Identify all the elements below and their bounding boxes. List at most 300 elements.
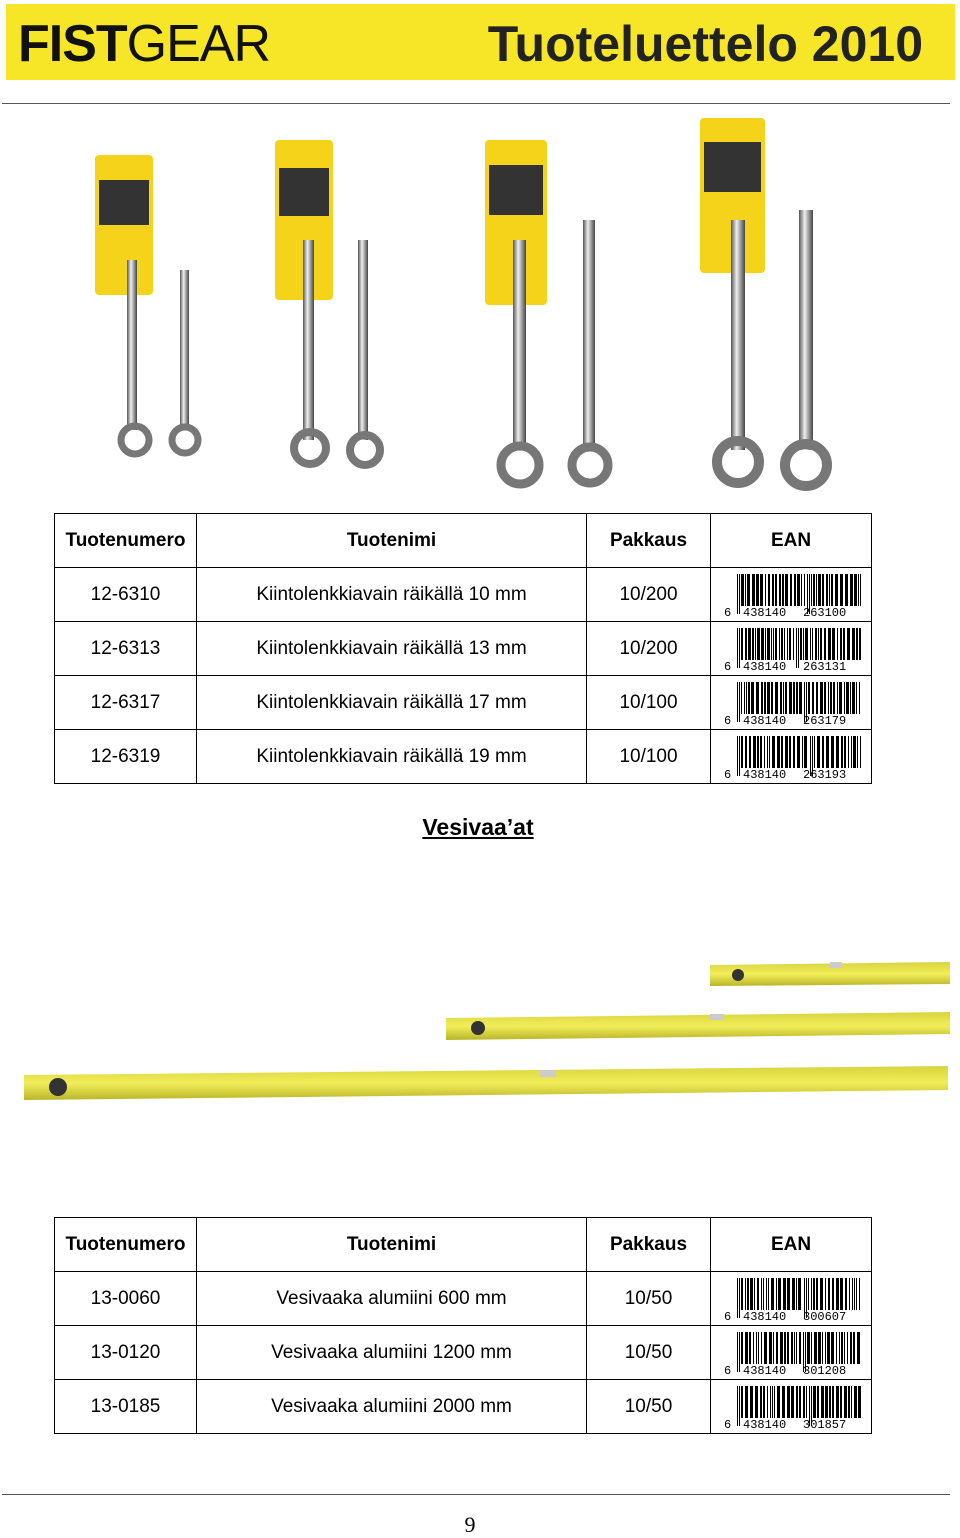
barcode-bar xyxy=(835,574,838,606)
barcode-bar xyxy=(818,628,819,660)
barcode-bar xyxy=(764,736,765,768)
barcode-bar xyxy=(812,682,814,714)
barcode-bar xyxy=(859,628,861,660)
barcode-bar xyxy=(793,682,795,714)
barcode-bar xyxy=(777,736,780,768)
ean-digits: 438140 xyxy=(743,1363,787,1376)
barcode-bar xyxy=(856,628,858,660)
barcode-bar xyxy=(813,1278,815,1310)
ean-digits: 263193 xyxy=(803,767,847,780)
barcode-bar xyxy=(845,1278,847,1310)
ean-barcode xyxy=(711,1326,872,1380)
barcode-bar xyxy=(773,628,774,660)
bottom-divider xyxy=(2,1494,950,1495)
col-header-ean: EAN xyxy=(711,1218,872,1272)
barcode-bar xyxy=(804,574,805,606)
barcode-bar xyxy=(841,736,843,768)
barcode-bar xyxy=(739,628,740,668)
barcode-bar xyxy=(857,1332,860,1364)
barcode-bar xyxy=(796,1332,797,1364)
barcode-bar xyxy=(839,682,842,714)
barcode-bar xyxy=(836,1386,839,1418)
barcode-bar xyxy=(814,1332,817,1364)
product-name: Vesivaaka alumiini 600 mm xyxy=(197,1272,587,1326)
barcode-bar xyxy=(860,574,861,606)
ean-barcode xyxy=(711,622,872,676)
barcode-bar xyxy=(850,574,853,606)
barcode-bar xyxy=(767,1386,768,1418)
barcode-bar xyxy=(787,628,788,660)
barcode-bar xyxy=(825,1386,828,1418)
table-row xyxy=(55,676,872,730)
ean-digits: 438140 xyxy=(743,1309,787,1322)
barcode-bar xyxy=(782,574,784,606)
barcode-bar xyxy=(773,1332,774,1364)
barcode-bar xyxy=(810,628,811,660)
product-code: 13-0060 xyxy=(55,1272,197,1326)
barcode-bar xyxy=(800,628,802,660)
barcode-bar xyxy=(791,1386,794,1418)
level-product-table xyxy=(54,1217,872,1434)
barcode-bar xyxy=(737,628,738,668)
barcode-bar xyxy=(794,1332,795,1364)
ean-barcode xyxy=(711,676,872,730)
package-size: 10/100 xyxy=(587,730,711,784)
barcode-bar xyxy=(837,682,838,714)
barcode-bar xyxy=(741,1332,743,1364)
barcode-bar xyxy=(841,1332,843,1364)
barcode-bar xyxy=(854,1278,855,1310)
col-header-ean: EAN xyxy=(711,514,872,568)
barcode-bar xyxy=(789,628,791,660)
top-divider xyxy=(2,103,950,104)
barcode-bar xyxy=(789,736,791,768)
barcode-bar xyxy=(756,682,759,714)
barcode-bar xyxy=(828,682,829,714)
barcode-bar xyxy=(814,736,815,768)
barcode-bar xyxy=(767,682,770,714)
barcode-bar xyxy=(781,628,783,660)
barcode-bar xyxy=(836,1278,839,1310)
barcode-bar xyxy=(745,1386,748,1418)
barcode-bar xyxy=(793,628,794,660)
barcode-bar xyxy=(817,1386,819,1418)
barcode-bar xyxy=(822,574,824,606)
barcode-bar xyxy=(771,682,773,714)
barcode-bar xyxy=(770,1386,771,1418)
barcode-bar xyxy=(850,682,851,714)
barcode-bar xyxy=(783,682,784,714)
section-title: Vesivaa’at xyxy=(422,814,534,840)
barcode-bar xyxy=(767,736,768,768)
barcode-bar xyxy=(848,1386,850,1418)
col-header-pack: Pakkaus xyxy=(587,514,711,568)
barcode-bar xyxy=(820,628,822,660)
product-code: 12-6310 xyxy=(55,568,197,622)
barcode-bar xyxy=(785,682,787,714)
barcode-bar xyxy=(769,736,770,768)
barcode-bar xyxy=(848,736,849,768)
barcode-bar xyxy=(765,574,766,606)
package-size: 10/50 xyxy=(587,1380,711,1434)
barcode-bar xyxy=(822,1332,823,1364)
barcode-bar xyxy=(847,1332,848,1364)
barcode-bar xyxy=(859,682,860,714)
product-code: 13-0120 xyxy=(55,1326,197,1380)
barcode-bar xyxy=(741,682,742,714)
ean-digits: 263179 xyxy=(803,713,847,726)
barcode-bar xyxy=(780,1332,783,1364)
barcode-bar xyxy=(858,574,859,606)
ean-digits: 438140 xyxy=(743,659,787,672)
barcode-bar xyxy=(798,628,799,668)
barcode-bar xyxy=(821,1386,824,1418)
barcode-bar xyxy=(849,1278,850,1310)
barcode-bar xyxy=(745,628,747,660)
barcode-bar xyxy=(859,1278,860,1310)
barcode-bar xyxy=(737,736,738,776)
barcode-bar xyxy=(844,736,846,768)
product-name: Kiintolenkkiavain räikällä 17 mm xyxy=(197,676,587,730)
barcode-bar xyxy=(767,628,770,660)
barcode-bar xyxy=(826,574,828,606)
barcode-bar xyxy=(787,1278,790,1310)
brand-logo: FISTGEAR xyxy=(18,15,271,73)
barcode-bar xyxy=(777,1386,780,1418)
barcode-bar xyxy=(796,682,798,714)
ean-digits: 263131 xyxy=(803,659,847,672)
barcode-bar xyxy=(745,1332,748,1364)
barcode-bar xyxy=(843,628,845,660)
barcode-bar xyxy=(761,1278,762,1310)
barcode-bar xyxy=(827,1332,830,1364)
barcode-bar xyxy=(753,736,756,768)
barcode-bar xyxy=(737,1386,738,1426)
barcode-bar xyxy=(832,1278,834,1310)
barcode-bar xyxy=(745,736,747,768)
barcode-bar xyxy=(756,1332,757,1364)
barcode-bar xyxy=(775,682,778,714)
barcode-bar xyxy=(817,736,820,768)
product-name: Kiintolenkkiavain räikällä 10 mm xyxy=(197,568,587,622)
barcode-bar xyxy=(776,1332,778,1364)
barcode-bar xyxy=(741,736,743,768)
barcode-bar xyxy=(845,574,848,606)
barcode-bar xyxy=(784,628,785,660)
barcode-bar xyxy=(799,1332,801,1364)
barcode-bar xyxy=(760,574,763,606)
barcode-bar xyxy=(769,1332,772,1364)
table-header-row xyxy=(55,514,872,568)
barcode-bar xyxy=(831,574,833,606)
barcode-bar xyxy=(811,1332,812,1364)
barcode-bar xyxy=(785,574,788,606)
ean-digits: 6 xyxy=(724,713,732,726)
ean-digits: 263100 xyxy=(803,605,847,618)
barcode-bar xyxy=(825,1278,826,1310)
barcode-bar xyxy=(839,1332,840,1364)
catalog-title: Tuoteluettelo 2010 xyxy=(487,16,923,72)
ean-digits: 6 xyxy=(724,659,732,672)
barcode-bar xyxy=(797,736,800,768)
barcode-bar xyxy=(853,736,856,768)
barcode-bar xyxy=(752,628,754,660)
barcode-bar xyxy=(816,1278,818,1310)
barcode-bar xyxy=(741,628,743,660)
ean-barcode xyxy=(711,1272,872,1326)
product-name: Vesivaaka alumiini 1200 mm xyxy=(197,1326,587,1380)
barcode-bar xyxy=(772,574,774,606)
barcode-bar xyxy=(781,736,783,768)
barcode-bar xyxy=(779,574,781,606)
barcode-bar xyxy=(757,736,759,768)
barcode-bar xyxy=(772,736,775,768)
barcode-bar xyxy=(761,1332,762,1364)
package-size: 10/100 xyxy=(587,676,711,730)
barcode-bar xyxy=(747,574,750,606)
barcode-bar xyxy=(763,1386,765,1418)
barcode-bar xyxy=(739,736,740,776)
barcode-bar xyxy=(739,574,740,614)
barcode-bar xyxy=(840,574,843,606)
barcode-bar xyxy=(796,1278,797,1310)
barcode-bar xyxy=(746,682,747,714)
barcode-bar xyxy=(739,682,740,722)
ean-barcode xyxy=(711,1380,872,1434)
barcode-bar xyxy=(825,1332,826,1364)
barcode-bar xyxy=(831,1332,834,1364)
barcode-bar xyxy=(836,1332,837,1364)
barcode-bar xyxy=(801,574,802,606)
product-name: Kiintolenkkiavain räikällä 13 mm xyxy=(197,622,587,676)
barcode-bar xyxy=(806,1386,807,1418)
barcode-bar xyxy=(847,628,850,660)
barcode-bar xyxy=(851,736,852,768)
barcode-bar xyxy=(741,1386,743,1418)
barcode-bar xyxy=(775,628,777,660)
barcode-bar xyxy=(737,574,738,614)
ean-digits: 6 xyxy=(724,1309,732,1322)
barcode-bar xyxy=(854,1386,857,1418)
barcode-bar xyxy=(771,628,772,660)
table-row xyxy=(55,1380,872,1434)
col-header-name: Tuotenimi xyxy=(197,1218,587,1272)
barcode-bar xyxy=(803,1386,805,1418)
barcode-bar xyxy=(830,682,832,714)
wrench-product-photo xyxy=(55,110,875,500)
barcode-bar xyxy=(754,1278,755,1310)
barcode-bar xyxy=(745,1278,746,1310)
ean-digits: 6 xyxy=(724,1363,732,1376)
barcode-bar xyxy=(760,1386,762,1418)
barcode-bar xyxy=(737,682,738,722)
col-header-name: Tuotenimi xyxy=(197,514,587,568)
barcode-bar xyxy=(836,736,839,768)
barcode-bar xyxy=(755,1386,758,1418)
barcode-bar xyxy=(852,1278,853,1310)
product-code: 12-6317 xyxy=(55,676,197,730)
page-number: 9 xyxy=(464,1512,476,1537)
barcode-bar xyxy=(799,682,802,714)
barcode-bar xyxy=(840,628,842,660)
wrench-product-table xyxy=(54,513,872,784)
barcode-bar xyxy=(798,1278,801,1310)
barcode-bar xyxy=(840,1386,842,1418)
barcode-bar xyxy=(768,1278,769,1310)
barcode-bar xyxy=(750,1386,753,1418)
barcode-bar xyxy=(816,682,818,714)
barcode-bar xyxy=(828,1278,830,1310)
package-size: 10/50 xyxy=(587,1326,711,1380)
ean-digits: 301208 xyxy=(803,1363,847,1376)
barcode-bar xyxy=(850,1332,852,1364)
barcode-bar xyxy=(796,1386,798,1418)
barcode-bar xyxy=(751,682,754,714)
catalog-header xyxy=(6,4,955,80)
barcode-bar xyxy=(789,682,792,714)
table-row xyxy=(55,1326,872,1380)
barcode-bar xyxy=(813,574,815,606)
barcode-bar xyxy=(749,1332,751,1364)
barcode-bar xyxy=(768,574,770,606)
barcode-bar xyxy=(766,1278,767,1310)
barcode-bar xyxy=(856,682,857,714)
barcode-bar xyxy=(737,1278,738,1318)
barcode-bar xyxy=(808,682,810,714)
barcode-bar xyxy=(737,1332,738,1372)
barcode-bar xyxy=(818,1332,821,1364)
barcode-bar xyxy=(757,628,760,660)
col-header-code: Tuotenumero xyxy=(55,514,197,568)
barcode-bar xyxy=(776,1278,777,1310)
barcode-bar xyxy=(811,574,812,606)
barcode-bar xyxy=(796,628,797,668)
barcode-bar xyxy=(802,736,803,768)
barcode-bar xyxy=(745,574,746,606)
barcode-bar xyxy=(837,628,838,660)
barcode-bar xyxy=(747,1278,749,1310)
package-size: 10/50 xyxy=(587,1272,711,1326)
ean-barcode xyxy=(711,730,872,784)
barcode-bar xyxy=(832,628,835,660)
barcode-bar xyxy=(815,628,817,660)
barcode-bar xyxy=(774,1386,775,1418)
barcode-bar xyxy=(739,1332,740,1372)
barcode-bar xyxy=(741,574,744,606)
barcode-bar xyxy=(858,1386,861,1418)
barcode-bar xyxy=(739,1386,740,1426)
product-code: 12-6319 xyxy=(55,730,197,784)
ean-digits: 300607 xyxy=(803,1309,847,1322)
barcode-bar xyxy=(803,628,804,660)
barcode-bar xyxy=(853,1332,855,1364)
package-size: 10/200 xyxy=(587,568,711,622)
barcode-bar xyxy=(748,628,751,660)
table-row xyxy=(55,730,872,784)
barcode-bar xyxy=(844,682,845,714)
barcode-bar xyxy=(765,628,766,660)
product-code: 13-0185 xyxy=(55,1380,197,1434)
barcode-bar xyxy=(828,628,831,660)
barcode-bar xyxy=(783,1278,786,1310)
product-code: 12-6313 xyxy=(55,622,197,676)
package-size: 10/200 xyxy=(587,622,711,676)
barcode-bar xyxy=(780,682,782,714)
barcode-bar xyxy=(787,1332,789,1364)
barcode-bar xyxy=(824,628,826,660)
barcode-bar xyxy=(761,628,764,660)
barcode-bar xyxy=(782,1386,785,1418)
barcode-bar xyxy=(854,574,857,606)
barcode-bar xyxy=(822,736,824,768)
barcode-bar xyxy=(755,628,756,660)
barcode-bar xyxy=(763,1278,764,1310)
ean-digits: 438140 xyxy=(743,767,787,780)
barcode-bar xyxy=(820,1278,823,1310)
barcode-bar xyxy=(785,736,788,768)
col-header-pack: Pakkaus xyxy=(587,1218,711,1272)
barcode-bar xyxy=(778,1278,781,1310)
barcode-bar xyxy=(829,1386,831,1418)
barcode-bar xyxy=(811,1278,812,1310)
barcode-bar xyxy=(818,574,821,606)
barcode-bar xyxy=(804,736,807,768)
barcode-bar xyxy=(829,574,830,606)
barcode-bar xyxy=(748,682,750,714)
barcode-bar xyxy=(813,1386,816,1418)
barcode-bar xyxy=(756,574,759,606)
barcode-bar xyxy=(744,682,745,714)
barcode-bar xyxy=(753,1332,754,1364)
barcode-bar xyxy=(844,1386,847,1418)
barcode-bar xyxy=(812,628,813,660)
col-header-code: Tuotenumero xyxy=(55,1218,197,1272)
barcode-bar xyxy=(797,574,800,606)
barcode-bar xyxy=(807,1332,810,1364)
barcode-bar xyxy=(805,628,808,660)
barcode-bar xyxy=(764,1332,767,1364)
barcode-bar xyxy=(791,1332,793,1364)
barcode-bar xyxy=(779,628,780,660)
barcode-bar xyxy=(851,1386,852,1418)
table-row xyxy=(55,568,872,622)
barcode-bar xyxy=(852,682,855,714)
barcode-bar xyxy=(787,1386,790,1418)
ean-digits: 6 xyxy=(724,605,732,618)
product-name: Vesivaaka alumiini 2000 mm xyxy=(197,1380,587,1434)
barcode-bar xyxy=(852,628,855,660)
table-row xyxy=(55,622,872,676)
barcode-bar xyxy=(820,682,823,714)
ean-digits: 6 xyxy=(724,767,732,780)
barcode-bar xyxy=(846,682,849,714)
product-name: Kiintolenkkiavain räikällä 19 mm xyxy=(197,730,587,784)
table-row xyxy=(55,1272,872,1326)
barcode-bar xyxy=(750,1278,753,1310)
barcode-bar xyxy=(857,736,858,768)
ean-digits: 6 xyxy=(724,1417,732,1430)
barcode-bar xyxy=(752,574,755,606)
barcode-bar xyxy=(860,736,861,768)
barcode-bar xyxy=(761,682,763,714)
barcode-bar xyxy=(772,1386,773,1418)
barcode-bar xyxy=(739,1278,740,1318)
barcode-bar xyxy=(764,682,766,714)
barcode-bar xyxy=(741,1278,743,1310)
barcode-bar xyxy=(775,574,777,606)
barcode-bar xyxy=(840,1278,843,1310)
barcode-bar xyxy=(790,574,792,606)
